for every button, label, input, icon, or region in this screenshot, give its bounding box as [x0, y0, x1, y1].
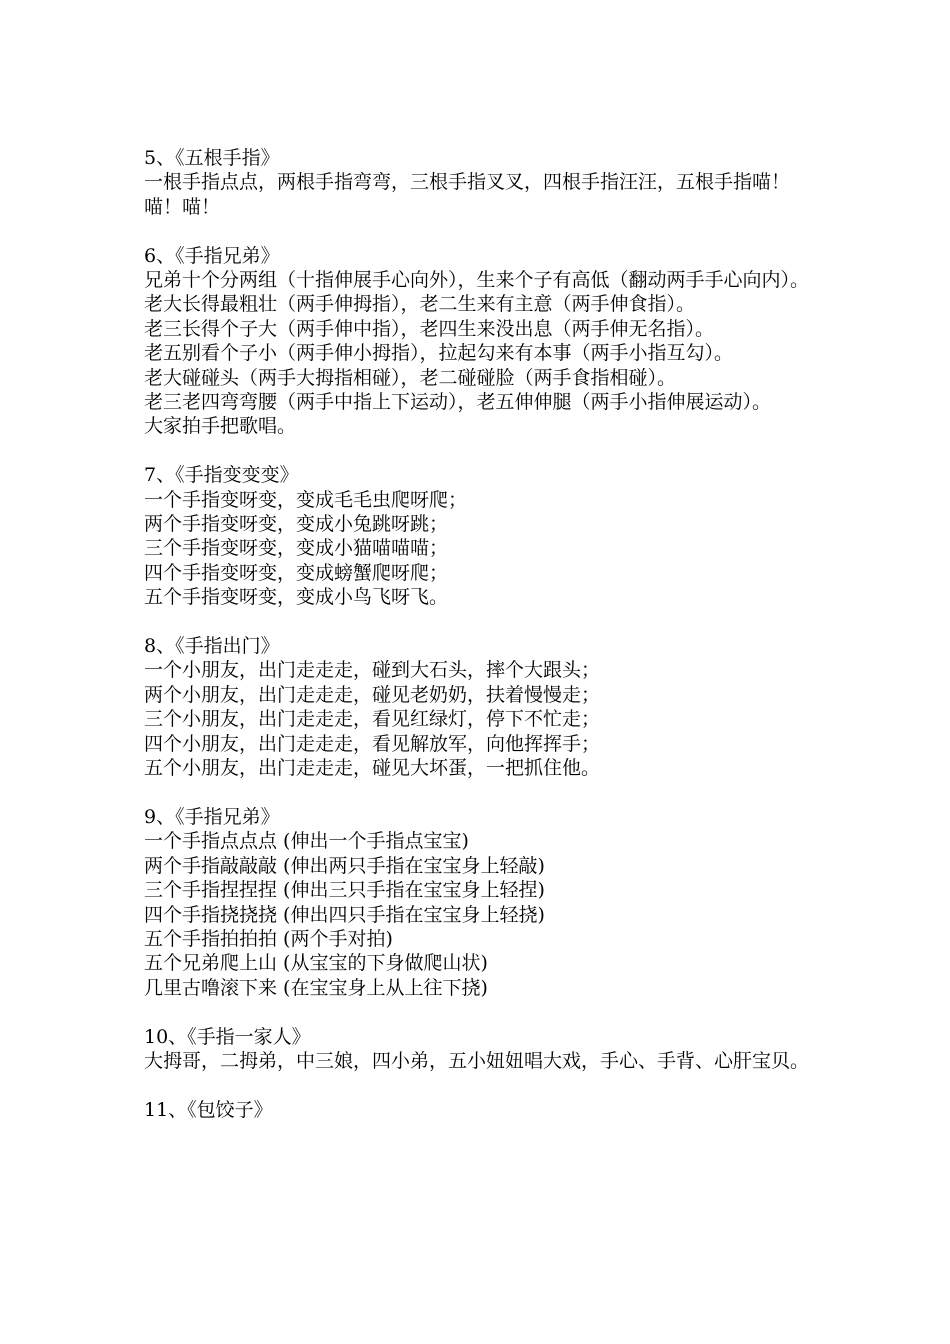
rhyme-line: 四个手指变呀变，变成螃蟹爬呀爬； [144, 561, 449, 584]
rhyme-line: 几里古噜滚下来 (在宝宝身上从上往下挠) [144, 976, 488, 999]
rhyme-line: 大拇哥，二拇弟，中三娘，四小弟，五小妞妞唱大戏，手心、手背、心肝宝贝。 [144, 1049, 810, 1072]
section-title: 11、《包饺子》 [144, 1098, 273, 1121]
section-title: 9、《手指兄弟》 [144, 805, 280, 828]
rhyme-line: 老三长得个子大（两手伸中指），老四生来没出息（两手伸无名指）。 [144, 317, 715, 340]
rhyme-line: 三个小朋友，出门走走走，看见红绿灯，停下不忙走； [144, 708, 601, 731]
rhyme-line: 一个小朋友，出门走走走，碰到大石头，摔个大跟头； [144, 659, 601, 682]
rhyme-line: 两个手指变呀变，变成小兔跳呀跳； [144, 513, 449, 536]
rhyme-section [144, 463, 814, 609]
rhyme-line: 两个手指敲敲敲 (伸出两只手指在宝宝身上轻敲) [144, 854, 545, 877]
rhyme-section [144, 805, 814, 1000]
section-title: 5、《五根手指》 [144, 147, 280, 169]
rhyme-line: 一个手指变呀变，变成毛毛虫爬呀爬； [144, 488, 468, 511]
document-page [144, 146, 814, 1147]
rhyme-section [144, 634, 814, 780]
rhyme-line: 五个兄弟爬上山 (从宝宝的下身做爬山状) [144, 952, 488, 975]
rhyme-line: 五个手指变呀变，变成小鸟飞呀飞。 [144, 586, 449, 609]
rhyme-line: 老三老四弯弯腰（两手中指上下运动），老五伸伸腿（两手小指伸展运动）。 [144, 391, 772, 414]
rhyme-line: 一根手指点点，两根手指弯弯，三根手指叉叉，四根手指汪汪，五根手指喵！喵！喵！ [144, 171, 791, 218]
section-title: 7、《手指变变变》 [144, 464, 299, 487]
rhyme-line: 三个手指变呀变，变成小猫喵喵喵； [144, 537, 449, 560]
rhyme-line: 五个手指拍拍拍 (两个手对拍) [144, 927, 393, 950]
section-title: 6、《手指兄弟》 [144, 244, 280, 267]
section-title: 8、《手指出门》 [144, 635, 280, 658]
rhyme-line: 老五别看个子小（两手伸小拇指），拉起勾来有本事（两手小指互勾）。 [144, 342, 734, 365]
rhyme-section [144, 1025, 814, 1074]
rhyme-section [144, 244, 814, 439]
rhyme-line: 老大长得最粗壮（两手伸拇指），老二生来有主意（两手伸食指）。 [144, 293, 696, 316]
rhyme-section [144, 1098, 814, 1122]
rhyme-line: 老大碰碰头（两手大拇指相碰），老二碰碰脸（两手食指相碰）。 [144, 366, 677, 389]
rhyme-line: 大家拍手把歌唱。 [144, 415, 297, 438]
rhyme-line: 四个小朋友，出门走走走，看见解放军，向他挥挥手； [144, 732, 601, 755]
section-title: 10、《手指一家人》 [144, 1025, 311, 1048]
rhyme-section [144, 146, 814, 219]
rhyme-line: 两个小朋友，出门走走走，碰见老奶奶，扶着慢慢走； [144, 683, 601, 706]
rhyme-line: 兄弟十个分两组（十指伸展手心向外），生来个子有高低（翻动两手手心向内）。 [144, 269, 810, 292]
rhyme-line: 四个手指挠挠挠 (伸出四只手指在宝宝身上轻挠) [144, 903, 545, 926]
rhyme-line: 三个手指捏捏捏 (伸出三只手指在宝宝身上轻捏) [144, 879, 545, 902]
rhyme-line: 五个小朋友，出门走走走，碰见大坏蛋，一把抓住他。 [144, 757, 601, 780]
rhyme-line: 一个手指点点点 (伸出一个手指点宝宝) [144, 830, 469, 853]
